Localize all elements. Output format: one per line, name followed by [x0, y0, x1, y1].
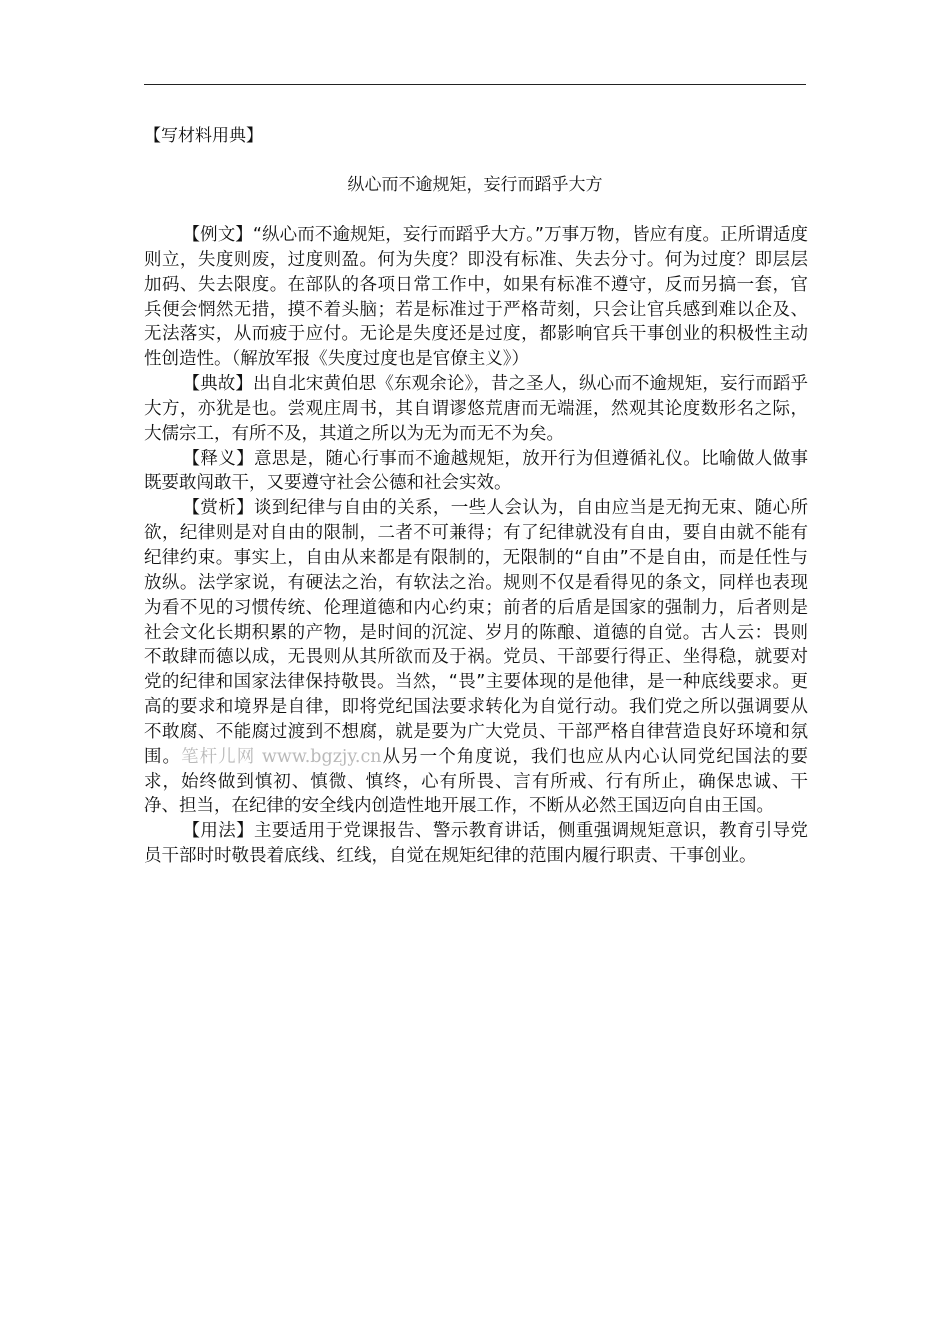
section-tag: 【写材料用典】: [144, 126, 263, 146]
analysis-text-part2: 从另一个角度说，我们也应从内心认同党纪国法的要求，始终做到慎初、慎微、慎终，心有所畏、言有所戒、行有所止，确保忠诚、干净、担当，在纪律的安全线内创造性地开展工作，不断从必然王国迈向自由王国。: [144, 746, 809, 817]
analysis-paragraph: [144, 496, 808, 819]
header-rule: [144, 84, 806, 85]
analysis-text-part1: 【赏析】谈到纪律与自由的关系，一些人会认为，自由应当是无拘无束、随心所欲，纪律则是对自由的限制，二者不可兼得；有了纪律就没有自由，要自由就不能有纪律约束。事实上，自由从来都是有限制的，无限制的“自由”不是自由，而是任性与放纵。法学家说，有硬法之治，有软法之治。规则不仅是看得见的条文，同样也表现为看不见的习惯传统、伦理道德和内心约束；前者的后盾是国家的强制力，后者则是社会文化长期积累的产物，是时间的沉淀、岁月的陈酿、道德的自觉。古人云：畏则不敢肆而德以成，无畏则从其所欲而及于祸。党员、干部要行得正、坐得稳，就要对党的纪律和国家法律保持敬畏。当然，“畏”主要体现的是他律，是一种底线要求。更高的要求和境界是自律，即将党纪国法要求转化为自觉行动。我们党之所以强调要从不敢腐、不能腐过渡到不想腐，就是要为广大党员、干部严格自律营造良好环境和氛围。: [144, 498, 808, 767]
meaning-paragraph: 【释义】意思是，随心行事而不逾越规矩，放开行为但遵循礼仪。比喻做人做事既要敢闯敢干，又要遵守社会公德和社会实效。: [144, 448, 808, 494]
document-title: 纵心而不逾规矩，妄行而蹈乎大方: [347, 175, 603, 195]
allusion-paragraph: 【典故】出自北宋黄伯思《东观余论》，昔之圣人，纵心而不逾规矩，妄行而蹈乎大方，亦犹是也。尝观庄周书，其自谓谬悠荒唐而无端涯，然观其论度数形名之际，大儒宗工，有所不及，其道之所以为无为而无不为矣。: [144, 374, 808, 444]
usage-paragraph: 【用法】主要适用于党课报告、警示教育讲话，侧重强调规矩意识，教育引导党员干部时时敬畏着底线、红线，自觉在规矩纪律的范围内履行职责、干事创业。: [144, 821, 808, 867]
example-paragraph: 【例文】“纵心而不逾规矩，妄行而蹈乎大方。”万事万物，皆应有度。正所谓适度则立，失度则废，过度则盈。何为失度？即没有标准、失去分寸。何为过度？即层层加码、失去限度。在部队的各项日常工作中，如果有标准不遵守，反而另搞一套，官兵便会惘然无措，摸不着头脑；若是标准过于严格苛刻，只会让官兵感到难以企及、无法落实，从而疲于应付。无论是失度还是过度，都影响官兵干事创业的积极性主动性创造性。（解放军报《失度过度也是官僚主义》）: [144, 225, 808, 370]
watermark-text: 笔杆儿网 www.bgzjy.cn: [181, 746, 382, 767]
document-body: [144, 223, 808, 869]
